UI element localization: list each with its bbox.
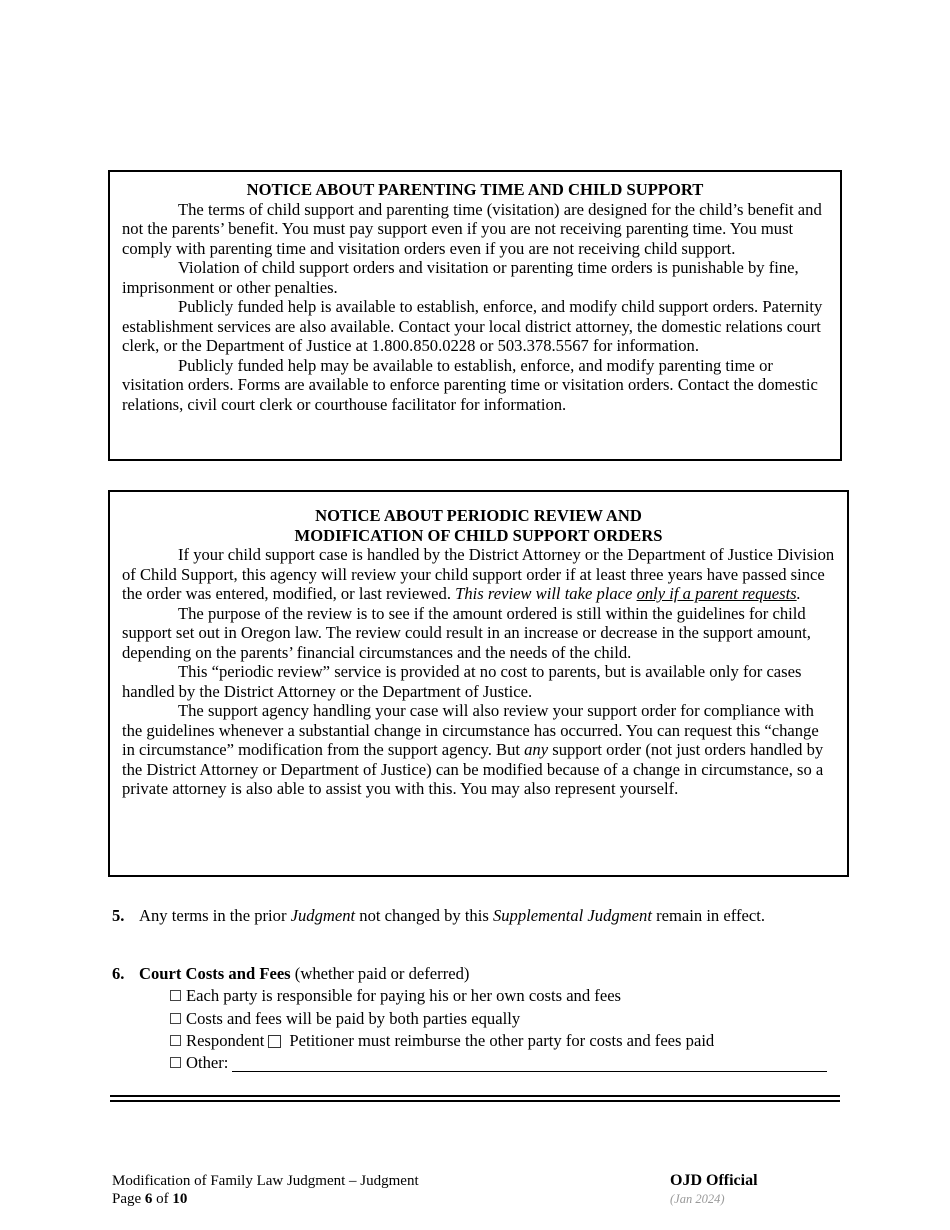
notice2-paragraph: The purpose of the review is to see if the amount ordered is still within the guidelines for child support set out in Oregon law. The review could result in an increase or decrease in the support amount, depending on the parents’ financial circumstances and the needs of the child. — [122, 603, 811, 662]
notice-parenting-time-box — [108, 170, 842, 461]
footer-left — [112, 1172, 419, 1208]
divider — [110, 1100, 840, 1102]
option-label: Respondent — [186, 1031, 265, 1050]
form-title: Modification of Family Law Judgment – Judgment — [112, 1173, 419, 1189]
text: The support agency handling your case will also review your support order for compliance with the guidelines whenever a substantial change in circumstance has occurred. You can request this “change in circumstance” modification from the support agency. But — [122, 701, 819, 759]
footer-right — [670, 1172, 758, 1208]
emphasis: Judgment — [290, 906, 356, 925]
notice2-paragraph — [122, 545, 835, 604]
heading: Court Costs and Fees — [139, 964, 291, 983]
section-number: 5. — [112, 906, 125, 925]
option-label: Petitioner must reimburse the other party for costs and fees paid — [289, 1031, 715, 1050]
page-total: 10 — [172, 1191, 188, 1207]
option-equal-costs — [170, 1009, 520, 1029]
notice1-paragraph: Publicly funded help is available to establish, enforce, and modify child support orders. Paternity establishment services are also available. Contact your local district attorney, the domestic relations court clerk, or the Department of Justice at 1.800.850.0228 or 503.378.5567 for information. — [122, 297, 823, 355]
section-number: 6. — [112, 964, 125, 983]
checkbox-petitioner[interactable] — [268, 1035, 281, 1048]
section-6 — [112, 964, 832, 984]
checkbox-equal-costs[interactable] — [170, 1013, 181, 1024]
option-other — [170, 1053, 827, 1073]
notice1-paragraph: Publicly funded help may be available to establish, enforce, and modify parenting time or visitation orders. Forms are available to enforce parenting time or visitation orders. Contact the domestic relations, civil court clerk or courthouse facilitator for information. — [122, 355, 818, 414]
subheading: (whether paid or deferred) — [290, 964, 470, 983]
text: If your child support case is handled by the District Attorney or the Department of Justice Division of Child Support, this agency will review your child support order if at least three years have passed since the order was entered, modified, or last reviewed. — [122, 545, 835, 603]
section-5 — [112, 906, 832, 926]
checkbox-other[interactable] — [170, 1057, 181, 1068]
notice1-paragraph: Violation of child support orders and visitation or parenting time orders is punishable by fine, imprisonment or other penalties. — [122, 258, 799, 297]
emphasis: only if a parent requests — [636, 584, 797, 603]
section-5-text — [139, 906, 832, 926]
section-6-heading — [139, 964, 832, 984]
option-label: Other: — [186, 1053, 229, 1072]
notice2-paragraph — [122, 701, 835, 799]
notice2-paragraph: This “periodic review” service is provided at no cost to parents, but is available only for cases handled by the District Attorney or the Department of Justice. — [122, 662, 802, 701]
notice1-paragraph: The terms of child support and parenting time (visitation) are designed for the child’s benefit and not the parents’ benefit. You must pay support even if you are not receiving parenting time. You must comply with parenting time and visitation orders even if you are not receiving child support. — [122, 199, 822, 258]
title-line: MODIFICATION OF CHILD SUPPORT ORDERS — [294, 525, 663, 545]
checkbox-respondent[interactable] — [170, 1035, 181, 1046]
ojd-official-label: OJD Official — [670, 1172, 758, 1189]
page-number: 6 — [144, 1191, 153, 1207]
title-line: NOTICE ABOUT PERIODIC REVIEW AND — [315, 506, 642, 525]
emphasis: Supplemental Judgment — [492, 906, 652, 925]
text: This review will take place — [455, 584, 637, 603]
notice-periodic-review-title — [122, 506, 835, 545]
notice-periodic-review-box — [108, 490, 849, 877]
page-label: Page — [112, 1191, 145, 1207]
of-label: of — [152, 1191, 173, 1207]
option-label: Costs and fees will be paid by both parties equally — [186, 1009, 521, 1028]
page-indicator — [112, 1190, 419, 1208]
text: Any terms in the prior — [139, 906, 291, 925]
other-input-line[interactable] — [232, 1055, 827, 1072]
text: . — [796, 584, 801, 603]
emphasis: any — [524, 740, 549, 759]
option-reimburse — [170, 1031, 714, 1051]
divider — [110, 1095, 840, 1097]
revision-date: (Jan 2024) — [670, 1192, 725, 1206]
option-label: Each party is responsible for paying his or her own costs and fees — [186, 986, 622, 1005]
option-own-costs — [170, 986, 621, 1006]
text: support order (not just orders handled by the District Attorney or Department of Justice) can be modified because of a change in circumstance, so a private attorney is also able to assist you with this. You may also represent yourself. — [122, 740, 824, 798]
notice-parenting-time-title: NOTICE ABOUT PARENTING TIME AND CHILD SUPPORT — [246, 180, 704, 199]
text: remain in effect. — [651, 906, 765, 925]
text: not changed by this — [355, 906, 493, 925]
checkbox-own-costs[interactable] — [170, 990, 181, 1001]
